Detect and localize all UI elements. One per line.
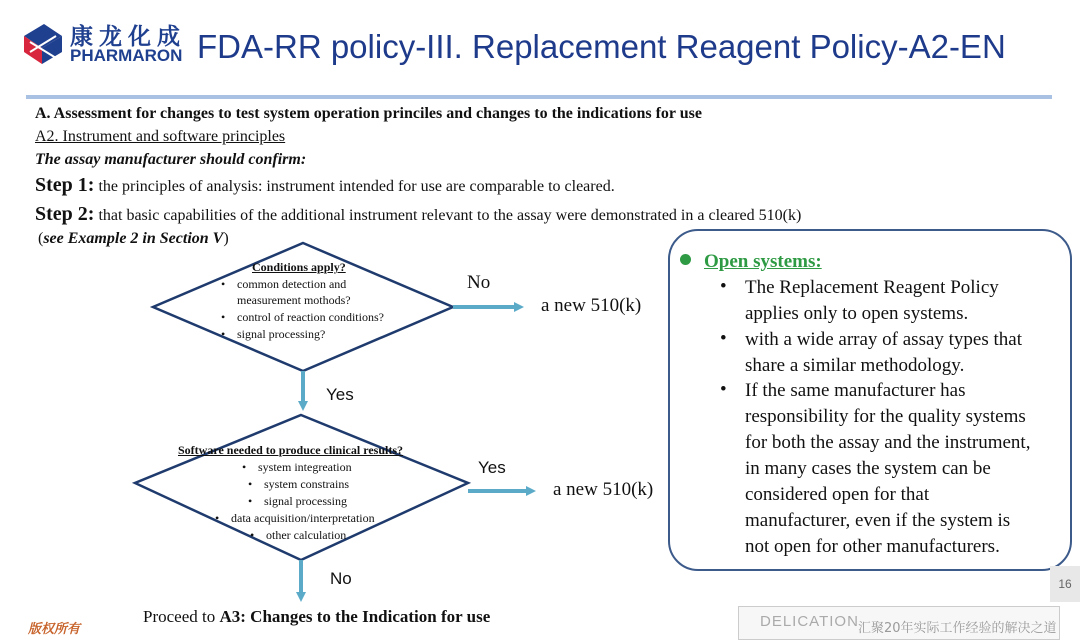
panel-line: with a wide array of assay types that [745,329,1022,350]
panel-line: for both the assay and the instrument, [745,432,1031,453]
panel-line: in many cases the system can be [745,458,991,479]
open-systems-title: Open systems: [704,251,822,272]
section-heading: A. Assessment for changes to test system operation princiles and changes to the indications for use [35,105,702,122]
watermark-chinese: 汇聚20年实际工作经验的解决之道 [858,621,1057,636]
step-2-label: Step 2: [35,203,95,225]
panel-line: not open for other manufacturers. [745,536,1000,557]
panel-line: If the same manufacturer has [745,380,966,401]
panel-line: manufacturer, even if the system is [745,510,1011,531]
page-number: 16 [1050,566,1080,602]
note-open-paren: ( [38,230,44,247]
subsection-heading: A2. Instrument and software principles [35,128,286,145]
watermark-english: DELICATION [760,613,859,630]
no-label-2: No [330,569,352,588]
logo-english-name: PHARMARON [70,46,183,65]
panel-bullet-2 [745,327,1022,379]
outcome-new-510k-2: a new 510(k) [553,479,654,500]
bullet-icon: • [720,276,727,297]
bullet-dot-icon [680,254,691,265]
software-item: • signal processing [248,494,347,509]
proceed-text [143,607,490,627]
proceed-prefix: Proceed to [143,607,216,626]
example-note-text: see Example 2 in Section V [43,230,224,247]
copyright-mark: 版权所有 [28,622,81,637]
panel-bullet-1 [745,275,999,327]
bullet-icon: • [720,328,727,349]
yes-label-1: Yes [326,385,354,404]
panel-bullet-3 [745,378,1030,560]
conditions-title: Conditions apply? [252,260,346,274]
no-label-1: No [467,272,491,293]
logo-chinese-name: 康龙化成 [70,23,186,50]
condition-item: • control of reaction conditions? [221,310,384,325]
step-2-text: that basic capabilities of the additional instrument relevant to the assay were demonstrated in a cleared 510(k) [98,207,802,224]
note-close-paren: ) [223,230,229,247]
bullet-icon: • [720,379,727,400]
software-item: • other calculation [250,528,346,543]
page-title: FDA-RR policy-III. Replacement Reagent Policy-A2-EN [197,28,1006,65]
confirm-intro: The assay manufacturer should confirm: [35,151,307,168]
panel-line: share a similar methodology. [745,355,965,376]
panel-line: responsibility for the quality systems [745,406,1026,427]
software-item: • system constrains [248,477,349,492]
condition-item-continued: measurement mothods? [237,293,351,307]
panel-line: applies only to open systems. [745,303,969,324]
panel-line: The Replacement Reagent Policy [745,277,999,298]
outcome-new-510k-1: a new 510(k) [541,295,642,316]
step-1-text: the principles of analysis: instrument intended for use are comparable to cleared. [98,178,615,195]
software-title: Software needed to produce clinical results? [178,443,403,457]
proceed-target: A3: Changes to the Indication for use [219,607,491,626]
panel-line: considered open for that [745,484,930,505]
yes-label-2: Yes [478,458,506,477]
condition-item: • common detection and [221,277,346,292]
software-item: • data acquisition/interpretation [215,511,375,526]
condition-item: • signal processing? [221,327,325,342]
step-1-label: Step 1: [35,174,95,196]
software-item: • system integreation [242,460,352,475]
